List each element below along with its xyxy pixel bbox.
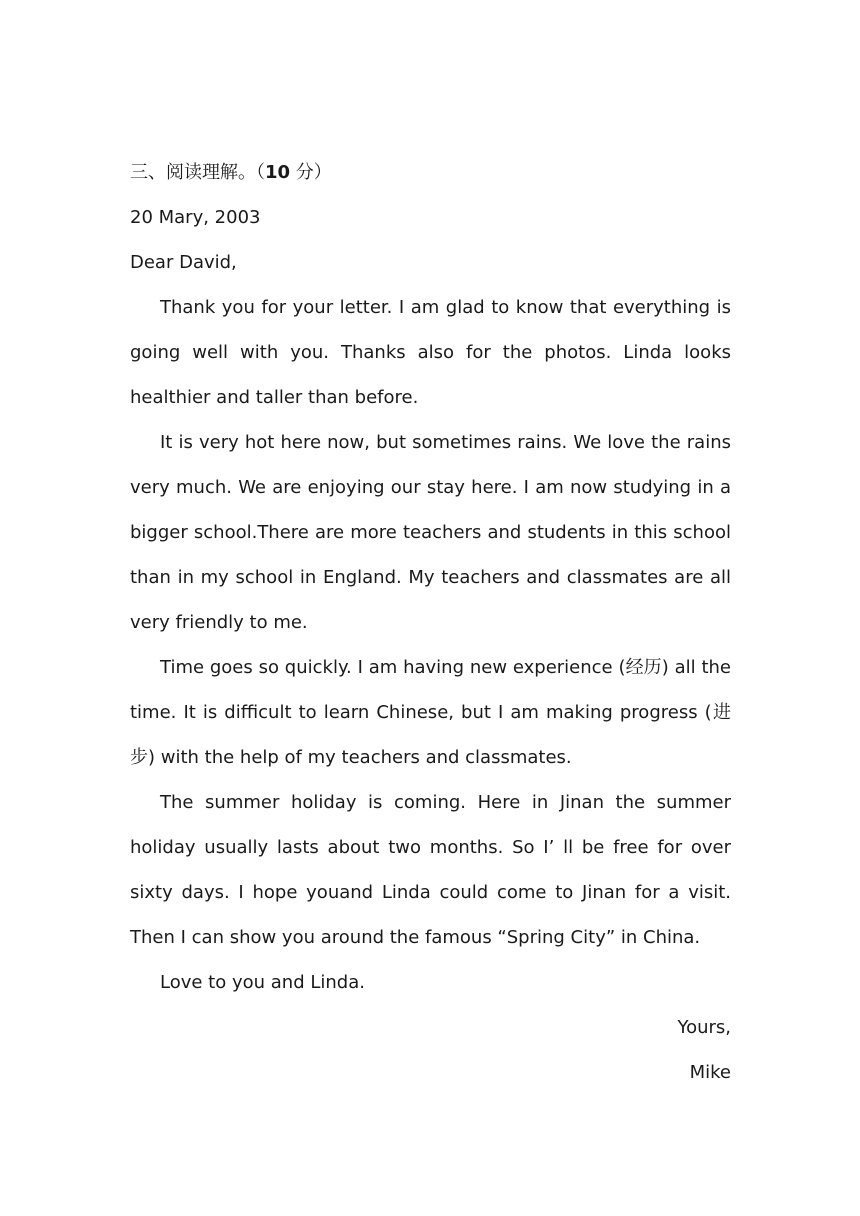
letter-paragraph-2: It is very hot here now, but sometimes rains. We love the rains very much. We are enjoying our stay here. I am now studying in a bigger school.There are more teachers and students in this school than in my school in England. My teachers and classmates are all very friendly to me. — [130, 432, 731, 633]
letter-greeting: Dear David, — [130, 252, 237, 273]
letter-paragraph-4: The summer holiday is coming. Here in Jinan the summer holiday usually lasts about two months. So I’ ll be free for over sixty days. I hope youand Linda could come to Jinan for a visit. Then I can show you around the famous “Spring City” in China. — [130, 792, 731, 948]
letter-signature: Mike — [689, 1062, 731, 1083]
letter-date: 20 Mary, 2003 — [130, 207, 261, 228]
section-heading-suffix: 分） — [295, 162, 332, 183]
letter-paragraph-3: Time goes so quickly. I am having new experience (经历) all the time. It is difficult to learn Chinese, but I am making progress (进步) with the help of my teachers and classmates. — [130, 657, 731, 768]
section-heading-prefix: 三、阅读理解。（ — [130, 162, 265, 183]
letter-paragraph-5: Love to you and Linda. — [160, 972, 365, 993]
letter-paragraph-1: Thank you for your letter. I am glad to know that everything is going well with you. Thanks also for the photos. Linda looks healthier and taller than before. — [130, 297, 731, 408]
section-heading — [130, 150, 731, 195]
letter-page — [130, 150, 731, 1095]
letter-closing: Yours, — [677, 1017, 731, 1038]
section-score: 10 — [265, 162, 291, 183]
